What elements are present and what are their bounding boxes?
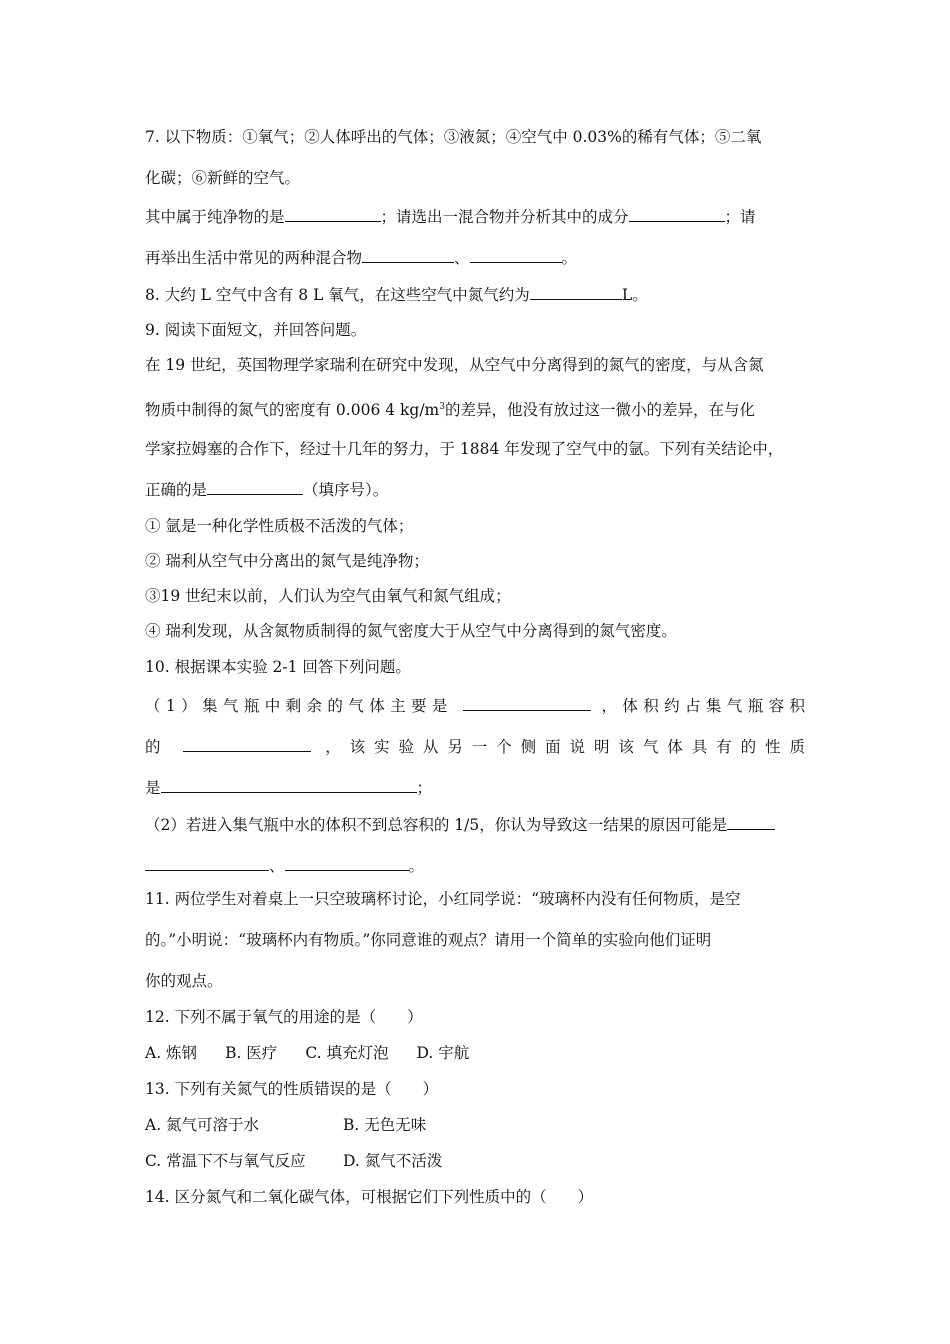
answer-blank[interactable] [161, 776, 417, 793]
q9-p3: 学家拉姆塞的合作下，经过十几年的努力，于 1884 年发现了空气中的氩。下列有关结论中， [145, 440, 784, 458]
answer-blank[interactable] [285, 205, 381, 222]
q10-title: 10. 根据课本实验 2-1 回答下列问题。 [145, 658, 411, 676]
q10-s2-text-b: ，该实验从另一个侧面说明该气体具有的性质 [325, 738, 805, 756]
q13-option-b: B. 无色无味 [343, 1116, 427, 1134]
q7-text-e: 、 [454, 249, 470, 267]
q12-option-a: A. 炼钢 [145, 1044, 198, 1062]
q9-p1: 在 19 世纪，英国物理学家瑞利在研究中发现，从空气中分离得到的氮气的密度，与从含氮 [145, 356, 764, 374]
q10-s3 [145, 776, 432, 798]
q12-option-d: D. 宇航 [416, 1044, 470, 1062]
q10-s5 [145, 854, 424, 876]
q7-text-b: ；请选出一混合物并分析其中的成分 [380, 208, 629, 226]
q12-options [145, 1043, 469, 1063]
q12-title: 12. 下列不属于氧气的用途的是（ ） [145, 1008, 423, 1026]
q11-line3: 你的观点。 [145, 972, 223, 990]
q13-option-d: D. 氮气不活泼 [343, 1152, 443, 1170]
q10-s4 [145, 813, 775, 835]
q9-option-1: ① 氩是一种化学性质极不活泼的气体； [145, 517, 414, 535]
q9-p2-text-a: 物质中制得的氮气的密度有 0.006 4 kg/m [145, 401, 440, 420]
q9-p2 [145, 397, 755, 420]
q9-option-2: ② 瑞利从空气中分离出的氮气是纯净物； [145, 552, 429, 570]
q9-p4 [145, 478, 388, 500]
q10-s4-text: （2）若进入集气瓶中水的体积不到总容积的 1/5，你认为导致这一结果的原因可能是 [145, 816, 728, 834]
q9-p2-text-b: 的差异，他没有放过这一微小的差异，在与化 [445, 401, 756, 420]
q7-text-c: ；请 [724, 208, 756, 226]
q11-line1: 11. 两位学生对着桌上一只空玻璃杯讨论，小红同学说：“玻璃杯内没有任何物质，是空 [145, 890, 741, 908]
answer-blank[interactable] [629, 205, 725, 222]
q7-line3 [145, 205, 756, 227]
q8-text-a: 8. 大约 L 空气中含有 8 L 氧气，在这些空气中氮气约为 [145, 286, 530, 304]
q9-title: 9. 阅读下面短文，并回答问题。 [145, 321, 367, 339]
answer-blank[interactable] [207, 478, 303, 495]
q7-line2: 化碳；⑥新鲜的空气。 [145, 169, 301, 187]
answer-blank[interactable] [727, 813, 775, 830]
q13-title: 13. 下列有关氮气的性质错误的是（ ） [145, 1080, 439, 1098]
q9-option-3: ③19 世纪末以前，人们认为空气由氧气和氮气组成； [145, 587, 511, 605]
q7-text-a: 其中属于纯净物的是 [145, 208, 285, 226]
q7-text-f: 。 [561, 249, 578, 267]
q10-s1 [145, 694, 805, 716]
q10-s2-text-a: 的 [145, 738, 170, 756]
q9-p2-sup: 3 [439, 402, 445, 412]
q13-option-a: A. 氮气可溶于水 [145, 1116, 260, 1134]
answer-blank[interactable] [463, 694, 591, 711]
answer-blank[interactable] [285, 854, 409, 871]
q10-s5-text-a: 、 [269, 857, 285, 875]
answer-blank[interactable] [145, 854, 269, 871]
q9-option-4: ④ 瑞利发现，从含氮物质制得的氮气密度大于从空气中分离得到的氮气密度。 [145, 622, 677, 640]
q14-title: 14. 区分氮气和二氧化碳气体，可根据它们下列性质中的（ ） [145, 1188, 594, 1206]
q10-s3-text-b: ； [416, 779, 433, 797]
q10-s1-text-a: （1）集气瓶中剩余的气体主要是 [145, 697, 453, 715]
q8-text-b: L。 [621, 286, 648, 304]
q8-line [145, 283, 648, 305]
q7-line4 [145, 246, 577, 268]
q12-option-b: B. 医疗 [225, 1044, 278, 1062]
answer-blank[interactable] [362, 246, 454, 263]
q10-s1-text-b: ，体积约占集气瓶容积 [601, 697, 805, 715]
q12-option-c: C. 填充灯泡 [305, 1044, 389, 1062]
q11-line2: 的。”小明说：“玻璃杯内有物质。”你同意谁的观点？请用一个简单的实验向他们证明 [145, 931, 712, 949]
q7-text-d: 再举出生活中常见的两种混合物 [145, 249, 363, 267]
q9-p4-text-b: （填序号）。 [303, 481, 389, 499]
answer-blank[interactable] [470, 246, 562, 263]
q9-p4-text-a: 正确的是 [145, 481, 208, 499]
answer-blank[interactable] [530, 283, 622, 300]
q10-s5-text-b: 。 [408, 857, 425, 875]
q13-option-c: C. 常温下不与氧气反应 [145, 1152, 306, 1170]
q7-line1: 7. 以下物质：①氧气；②人体呼出的气体；③液氮；④空气中 0.03%的稀有气体；⑤二氧 [145, 128, 762, 146]
answer-blank[interactable] [183, 735, 311, 752]
q10-s2 [145, 735, 805, 757]
q10-s3-text-a: 是 [145, 779, 161, 797]
